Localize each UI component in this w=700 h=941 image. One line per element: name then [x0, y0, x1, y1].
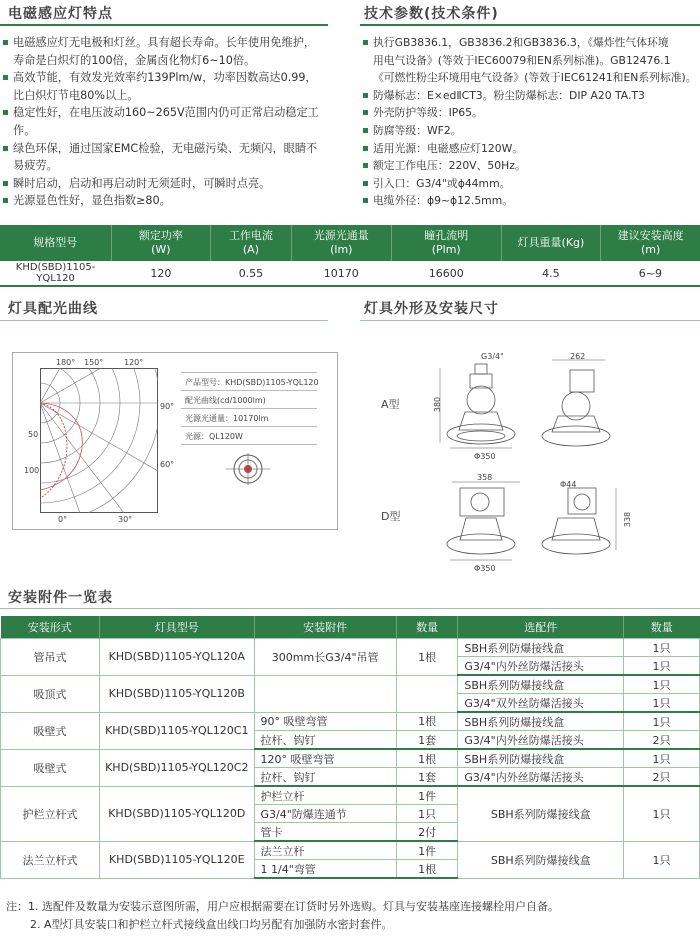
acc-row	[1, 712, 700, 731]
acc-header: 安装形式	[1, 616, 100, 639]
feature-item: 寿命是白炽灯的100倍，金属卤化物灯6~10倍。	[13, 53, 256, 67]
tech-list	[362, 34, 700, 210]
acc-model: KHD(SBD)1105-YQL120B	[100, 675, 254, 712]
acc-model: KHD(SBD)1105-YQL120D	[100, 786, 254, 841]
acc-header: 数量	[396, 616, 458, 639]
feature-item: 比白炽灯节电80%以上。	[13, 88, 139, 102]
tech-title: 技术参数(技术条件)	[364, 6, 499, 22]
features-rule	[0, 24, 328, 26]
acc-qty: 1根	[396, 749, 458, 768]
curve-info-line: 产品型号：KHD(SBD)1105-YQL120	[185, 378, 319, 387]
acc-qty: 1根	[396, 712, 458, 731]
acc-qty: 1只	[396, 805, 458, 823]
acc-qty: 1套	[396, 731, 458, 750]
dim-label: 358	[477, 473, 493, 482]
curve-info-line: 光源：QL120W	[185, 432, 243, 441]
acc-option-qty: 1只	[624, 841, 700, 878]
acc-option: SBH系列防爆接线盒	[458, 639, 624, 657]
curve-info-box	[181, 372, 317, 512]
accessories-table	[0, 616, 700, 879]
acc-header: 数量	[624, 616, 700, 639]
acc-form: 管吊式	[1, 639, 100, 676]
tech-item: 防腐等级：WF2。	[362, 122, 700, 140]
acc-option: G3/4"内外丝防爆活接头	[458, 731, 624, 750]
acc-option: SBH系列防爆接线盒	[458, 841, 624, 878]
dim-label: 262	[570, 352, 586, 361]
acc-option: SBH系列防爆接线盒	[458, 749, 624, 768]
curve-top-label: 180°	[56, 358, 76, 367]
note-2: 2. A型灯具安装口和护栏立杆式接线盒出线口均另配有加强防水密封套件。	[30, 918, 393, 931]
spec-cell: 6~9	[601, 261, 700, 286]
dim-label: Φ350	[474, 564, 496, 573]
acc-header: 灯具型号	[100, 616, 254, 639]
tech-item: 执行GB3836.1，GB3836.2和GB3836.3，《爆炸性气体环境	[362, 34, 700, 52]
tech-item: 额定工作电压：220V、50Hz。	[362, 157, 700, 175]
dim-label: 338	[623, 511, 633, 528]
acc-row	[1, 639, 700, 657]
acc-option-qty: 1只	[624, 675, 700, 694]
spec-header: 光源光通量 (lm)	[291, 225, 391, 261]
acc-option-qty: 1只	[624, 657, 700, 676]
spec-header: 建议安装高度 (m)	[601, 225, 700, 261]
acc-row	[1, 841, 700, 860]
acc-part: 120° 吸壁弯管	[254, 749, 396, 768]
acc-row	[1, 675, 700, 694]
tech-item: 防爆标志：E×edⅡCT3。粉尘防爆标志：DIP A20 TA.T3	[362, 87, 700, 105]
acc-form: 法兰立杆式	[1, 841, 100, 878]
spec-header: 瞳孔流明 (Plm)	[391, 225, 501, 261]
feature-item: 绿色环保，通过国家EMC检验，无电磁污染、无频闪，眼睛不	[2, 140, 332, 158]
type-a-label: A型	[381, 398, 400, 411]
acc-part: 护栏立杆	[254, 786, 396, 805]
dim-label: Φ350	[474, 452, 496, 461]
acc-part	[254, 675, 396, 712]
acc-part: 拉杆、钩钉	[254, 768, 396, 787]
acc-part: 拉杆、钩钉	[254, 731, 396, 750]
curve-top-label: 120°	[124, 358, 144, 367]
dim-label: G3/4"	[481, 352, 504, 361]
acc-option-qty: 1只	[624, 712, 700, 731]
acc-option-qty: 2只	[624, 731, 700, 750]
curve-right-label: 90°	[160, 402, 175, 411]
spec-header: 额定功率 (W)	[111, 225, 211, 261]
curve-bottom-label: 0°	[58, 515, 68, 524]
acc-qty: 1根	[396, 860, 458, 879]
dims-title: 灯具外形及安装尺寸	[364, 301, 499, 317]
feature-item: 易疲劳。	[13, 159, 58, 173]
acc-qty: 1套	[396, 768, 458, 787]
dim-label: Φ44	[560, 480, 577, 489]
acc-part: G3/4"防爆连通节	[254, 805, 396, 823]
acc-model: KHD(SBD)1105-YQL120C2	[100, 749, 254, 786]
curve-rule	[0, 320, 328, 321]
feature-item: 稳定性好，在电压波动160~265V范围内仍可正常启动稳定工作。	[2, 104, 332, 139]
curve-top-label: 150°	[84, 358, 104, 367]
acc-option-qty: 2只	[624, 768, 700, 787]
feature-item: 瞬时启动，启动和再启动时无须延时，可瞬时点亮。	[2, 175, 332, 193]
tech-rule	[360, 24, 700, 26]
spec-cell: 10170	[291, 261, 391, 286]
spec-header: 灯具重量(Kg)	[501, 225, 601, 261]
features-title: 电磁感应灯特点	[8, 6, 113, 22]
lamp-icon	[223, 452, 273, 486]
dimension-drawings	[430, 338, 633, 578]
acc-part: 90° 吸壁弯管	[254, 712, 396, 731]
tech-item: 电缆外径：ϕ9~ϕ12.5mm。	[362, 192, 700, 210]
acc-form: 吸壁式	[1, 712, 100, 749]
acc-option: SBH系列防爆接线盒	[458, 786, 624, 841]
acc-header: 选配件	[458, 616, 624, 639]
spec-cell: 120	[111, 261, 211, 286]
acc-part: 管卡	[254, 823, 396, 842]
dims-rule	[360, 320, 700, 321]
acc-option: SBH系列防爆接线盒	[458, 675, 624, 694]
curve-left-label: 50	[28, 430, 39, 439]
tech-item: 外壳防护等级：IP65。	[362, 104, 700, 122]
acc-option: SBH系列防爆接线盒	[458, 712, 624, 731]
acc-option-qty: 1只	[624, 786, 700, 841]
acc-qty: 1根	[396, 639, 458, 676]
acc-form: 护栏立杆式	[1, 786, 100, 841]
acc-part: 法兰立杆	[254, 841, 396, 860]
spec-header: 规格型号	[0, 225, 111, 261]
acc-qty	[396, 675, 458, 712]
feature-item: 电磁感应灯无电极和灯丝。具有超长寿命。长年使用免维护，	[2, 34, 332, 52]
tech-item: 《可燃性粉尘环境用电气设备》(等效于IEC61241和EN系列标准)。	[373, 71, 697, 85]
spec-cell: KHD(SBD)1105-YQL120	[0, 261, 111, 286]
curve-bottom-label: 30°	[118, 515, 133, 524]
spec-header: 工作电流 (A)	[211, 225, 292, 261]
spec-cell: 4.5	[501, 261, 601, 286]
acc-model: KHD(SBD)1105-YQL120C1	[100, 712, 254, 749]
tech-item: 引入口：G3/4"或ϕ44mm。	[362, 175, 700, 193]
feature-item: 光源显色性好，显色指数≥80。	[2, 192, 332, 210]
acc-row	[1, 786, 700, 805]
accessories-rule	[0, 608, 700, 609]
accessories-title: 安装附件一览表	[8, 590, 113, 606]
spec-row	[0, 261, 700, 286]
features-list	[2, 34, 332, 210]
acc-option-qty: 1只	[624, 749, 700, 768]
note-1: 注：1. 选配件及数量为安装示意图所需，用户应根据需要在订货时另外选购。灯具与安装基座连接螺栓用户自备。	[6, 900, 559, 913]
feature-item: 高效节能，有效发光效率约139Plm/w，功率因数高达0.99，	[2, 69, 332, 87]
acc-form: 吸壁式	[1, 749, 100, 786]
acc-model: KHD(SBD)1105-YQL120E	[100, 841, 254, 878]
curve-right-label: 60°	[160, 460, 175, 469]
spec-cell: 16600	[391, 261, 501, 286]
type-d-label: D型	[381, 510, 401, 523]
curve-left-label: 100	[24, 466, 40, 475]
curve-title: 灯具配光曲线	[8, 301, 98, 317]
tech-item: 适用光源：电磁感应灯120W。	[362, 140, 700, 158]
curve-info-line: 配光曲线(cd/1000lm)	[185, 396, 266, 405]
acc-option-qty: 1只	[624, 694, 700, 713]
acc-qty: 2付	[396, 823, 458, 842]
acc-option: G3/4"内外丝防爆活接头	[458, 768, 624, 787]
spec-cell: 0.55	[211, 261, 292, 286]
dim-label: 380	[433, 396, 443, 413]
tech-item: 用电气设备》(等效于IEC60079和EN系列标准)。GB12476.1	[373, 53, 671, 67]
acc-qty: 1件	[396, 786, 458, 805]
acc-model: KHD(SBD)1105-YQL120A	[100, 639, 254, 676]
polar-diagram	[40, 368, 158, 513]
acc-option-qty: 1只	[624, 639, 700, 657]
acc-qty: 1件	[396, 841, 458, 860]
acc-option: G3/4"内外丝防爆活接头	[458, 657, 624, 676]
acc-part: 300mm长G3/4"吊管	[254, 639, 396, 676]
curve-info-line: 光源光通量：10170lm	[185, 414, 269, 423]
acc-form: 吸顶式	[1, 675, 100, 712]
acc-header: 安装附件	[254, 616, 396, 639]
acc-part: 1 1/4"弯管	[254, 860, 396, 879]
acc-option: G3/4"双外丝防爆活接头	[458, 694, 624, 713]
acc-row	[1, 749, 700, 768]
spec-table	[0, 225, 700, 287]
